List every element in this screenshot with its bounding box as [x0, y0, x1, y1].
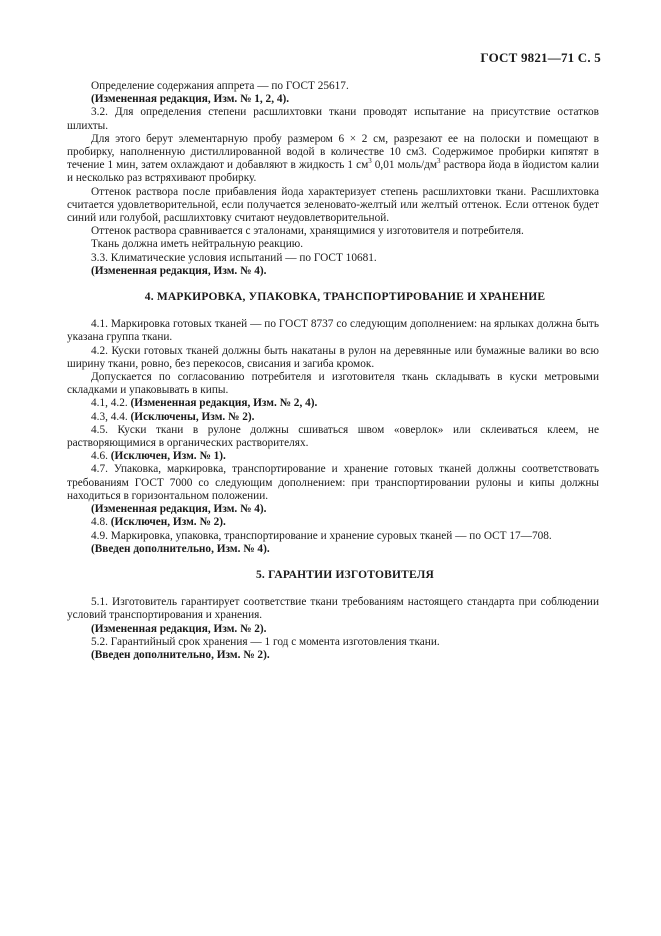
- document-body: [67, 80, 599, 662]
- amendment-note: (Измененная редакция, Изм. № 2, 4).: [130, 397, 318, 410]
- paragraph-4-6-note: [91, 450, 599, 463]
- superscript-unit: 3: [368, 157, 372, 166]
- clause-ref: 4.1, 4.2.: [91, 397, 131, 410]
- amendment-note: (Исключены, Изм. № 2).: [130, 410, 255, 423]
- paragraph-4-2: 4.2. Куски готовых тканей должны быть накатаны в рулон на деревянные или бумажные валики во всю ширину ткани, ровно, без перекосов, свисания и загиба кромок.: [67, 344, 599, 370]
- paragraph-shade-comparison: Оттенок раствора сравнивается с эталонами, хранящимися у изготовителя и потребителя.: [91, 225, 524, 238]
- amendment-note: (Измененная редакция, Изм. № 4).: [91, 503, 267, 516]
- clause-ref: 4.3, 4.4.: [91, 410, 131, 423]
- section-title-4: 4. МАРКИРОВКА, УПАКОВКА, ТРАНСПОРТИРОВАНИЕ И ХРАНЕНИЕ: [144, 291, 546, 304]
- amendment-note: (Измененная редакция, Изм. № 2).: [91, 622, 267, 635]
- paragraph-5-2: 5.2. Гарантийный срок хранения — 1 год с момента изготовления ткани.: [91, 635, 440, 648]
- section-title-5: 5. ГАРАНТИИ ИЗГОТОВИТЕЛЯ: [255, 568, 435, 581]
- paragraph-3-3: 3.3. Климатические условия испытаний — по ГОСТ 10681.: [91, 251, 377, 264]
- superscript-unit: 3: [437, 157, 441, 166]
- amendment-note: (Введен дополнительно, Изм. № 4).: [91, 542, 270, 555]
- paragraph-folding: Допускается по согласованию потребителя и изготовителя ткань складывать в куски метровыми складками и упаковывать в кипы.: [67, 371, 599, 397]
- clause-ref: 4.6.: [91, 450, 111, 463]
- paragraph-4-7: 4.7. Упаковка, маркировка, транспортирование и хранение готовых тканей должны соответствовать требованиям ГОСТ 7000 со следующим дополнением: при транспортировании рулоны и кипы должны находиться в горизонтальном положении.: [67, 463, 599, 502]
- amendment-note: (Измененная редакция, Изм. № 4).: [91, 264, 267, 277]
- amendment-note: (Исключен, Изм. № 2).: [110, 516, 226, 529]
- procedure-text-b: 0,01 моль/дм: [371, 159, 438, 172]
- paragraph-4-1: 4.1. Маркировка готовых тканей — по ГОСТ 8737 со следующим дополнением: на ярлыках должна быть указана группа ткани.: [67, 318, 599, 344]
- paragraph-shade-evaluation: Оттенок раствора после прибавления йода характеризует степень расшлихтовки ткани. Расшлихтовка считается удовлетворительной, если получается зеленовато-желтый или желтый оттенок. Если оттенок будет синий или голубой, расшлихтовку считают неудовлетворительной.: [67, 185, 599, 225]
- paragraph-3-2: 3.2. Для определения степени расшлихтовки ткани проводят испытание на присутствие остатков шлихты.: [67, 106, 599, 132]
- page-header: ГОСТ 9821—71 С. 5: [480, 50, 601, 65]
- paragraph-4-8-note: [91, 516, 599, 529]
- amendment-note: (Измененная редакция, Изм. № 1, 2, 4).: [91, 93, 290, 106]
- amendment-note: (Введен дополнительно, Изм. № 2).: [91, 648, 270, 661]
- paragraph-5-1: 5.1. Изготовитель гарантирует соответствие ткани требованиям настоящего стандарта при соблюдении условий транспортирования и хранения.: [67, 596, 599, 622]
- paragraph-4-3-4-4-note: [91, 411, 599, 424]
- procedure-text-a: Для этого берут элементарную пробу размером 6 × 2 см, разрезают ее на полоски и помещают в пробирку, наполненную дистиллированной водой в количестве 10 см3. Содержимое пробирки кипятят в течение 1 мин, затем охлаждают и добавляют в жидкость 1 см: [67, 132, 599, 172]
- paragraph-4-5: 4.5. Куски ткани в рулоне должны сшиваться швом «оверлок» или склеиваться клеем, не растворяющимися в органических растворителях.: [67, 423, 599, 450]
- clause-ref: 4.8.: [91, 516, 111, 529]
- paragraph-sample-procedure: [67, 133, 599, 186]
- paragraph-finish-content: Определение содержания аппрета — по ГОСТ 25617.: [91, 80, 349, 92]
- amendment-note: (Исключен, Изм. № 1).: [110, 450, 226, 463]
- procedure-text-c: раствора йода в йодистом калии и несколько раз встряхивают пробирку.: [67, 159, 599, 185]
- paragraph-4-1-4-2-note: [91, 397, 599, 410]
- paragraph-4-9: 4.9. Маркировка, упаковка, транспортирование и хранение суровых тканей — по ОСТ 17—708.: [91, 529, 552, 542]
- paragraph-neutral-reaction: Ткань должна иметь нейтральную реакцию.: [91, 238, 304, 251]
